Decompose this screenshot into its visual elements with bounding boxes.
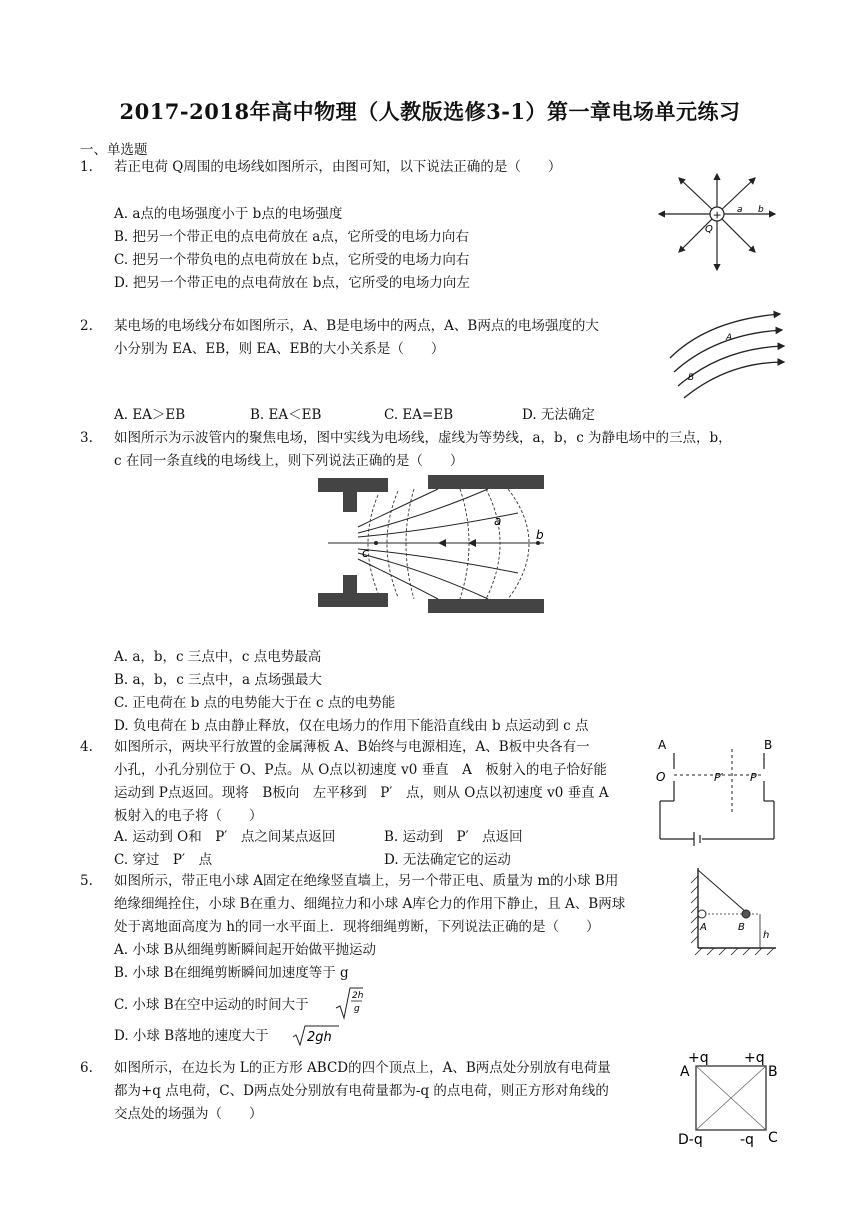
q5-option-d[interactable]: D. 小球 B落地的速度大于 [114, 1028, 269, 1044]
q2-fig-label-a: A [726, 333, 733, 343]
q5-c-numerator: 2h [352, 991, 364, 1001]
q3-number: 3. [80, 430, 93, 446]
q4-stem-line3: 运动到 P点返回。现将 B板向 左平移到 P′ 点，则从 O点以初速度 v0 垂直 A [114, 785, 609, 801]
q5-option-c-sqrt-expression [334, 984, 364, 1024]
q6-fig-charge-d: D-q [678, 1132, 703, 1148]
q3-option-d[interactable]: D. 负电荷在 b 点由静止释放，仅在电场力的作用下能沿直线由 b 点运动到 c 点 [114, 718, 589, 734]
q2-option-d[interactable]: D. 无法确定 [522, 407, 595, 423]
q2-stem-line1: 某电场的电场线分布如图所示，A、B是电场中的两点，A、B两点的电场强度的大 [114, 318, 599, 334]
q1-option-a[interactable]: A. a点的电场强度小于 b点的电场强度 [114, 206, 343, 222]
q5-option-d-sqrt-expression [291, 1023, 341, 1047]
q4-option-a[interactable]: A. 运动到 O和 P′ 点之间某点返回 [114, 829, 336, 845]
q4-stem-line1: 如图所示，两块平行放置的金属薄板 A、B始终与电源相连，A、B板中央各有一 [114, 739, 590, 755]
q4-fig-label-a: A [658, 738, 667, 752]
q6-fig-label-b: B [768, 1064, 778, 1080]
q5-option-c[interactable]: C. 小球 B在空中运动的时间大于 [114, 997, 309, 1013]
q2-option-b[interactable]: B. EA＜EB [250, 407, 322, 423]
q5-number: 5. [80, 873, 93, 889]
q4-number: 4. [80, 739, 93, 755]
q5-stem-line1: 如图所示，带正电小球 A固定在绝缘竖直墙上，另一个带正电、质量为 m的小球 B用 [114, 873, 619, 889]
q1-fig-label-q: Q [705, 224, 713, 235]
q2-option-c[interactable]: C. EA=EB [384, 407, 454, 423]
q3-option-b[interactable]: B. a，b，c 三点中，a 点场强最大 [114, 672, 322, 688]
q1-option-d[interactable]: D. 把另一个带正电的点电荷放在 b点，它所受的电场力向左 [114, 275, 470, 291]
q3-fig-label-a: a [494, 514, 502, 528]
q5-stem-line2: 绝缘细绳拴住，小球 B在重力、细绳拉力和小球 A库仑力的作用下静止，且 A、B两球 [114, 896, 626, 912]
q1-field-lines-figure [655, 170, 780, 275]
q6-stem-line3: 交点处的场强为（ ） [114, 1106, 263, 1122]
q6-number: 6. [80, 1060, 93, 1076]
page-title: 2017-2018年高中物理（人教版选修3-1）第一章电场单元练习 [119, 99, 741, 124]
q3-option-c[interactable]: C. 正电荷在 b 点的电势能大于在 c 点的电势能 [114, 695, 396, 711]
q4-fig-label-b: B [764, 738, 773, 752]
q1-stem: 若正电荷 Q周围的电场线如图所示，由图可知，以下说法正确的是（ ） [114, 159, 562, 175]
q4-stem-line2: 小孔，小孔分别位于 O、P点。从 O点以初速度 v0 垂直 A 板射入的电子恰好能 [114, 762, 607, 778]
q4-fig-label-p: P [750, 771, 757, 784]
q6-stem-line2: 都为+q 点电荷，C、D两点处分别放有电荷量都为-q 的点电荷，则正方形对角线的 [114, 1083, 609, 1099]
q6-stem-line1: 如图所示，在边长为 L的正方形 ABCD的四个顶点上，A、B两点处分别放有电荷量 [114, 1060, 611, 1076]
q5-fig-label-h: h [763, 930, 770, 941]
q4-fig-label-o: O [656, 770, 666, 784]
q3-stem-line2: c 在同一条直线的电场线上，则下列说法正确的是（ ） [114, 453, 464, 469]
q4-stem-line4: 板射入的电子将（ ） [114, 808, 263, 824]
q5-wall-and-spheres-figure [688, 866, 778, 956]
q6-fig-label-c: C [768, 1130, 778, 1146]
q2-stem-line2: 小分别为 EA、EB，则 EA、EB的大小关系是（ ） [114, 341, 445, 357]
q4-option-c[interactable]: C. 穿过 P′ 点 [114, 852, 213, 868]
q5-stem-line3: 处于离地面高度为 h的同一水平面上．现将细绳剪断，下列说法正确的是（ ） [114, 919, 600, 935]
q5-option-a[interactable]: A. 小球 B从细绳剪断瞬间起开始做平抛运动 [114, 942, 377, 958]
q5-c-denominator: g [354, 1004, 360, 1014]
q1-number: 1. [80, 159, 93, 175]
q1-fig-label-b: b [758, 205, 764, 215]
q3-focusing-field-figure [318, 475, 550, 615]
q6-fig-charge-b: +q [744, 1050, 765, 1066]
q3-stem-line1: 如图所示为示波管内的聚焦电场，图中实线为电场线，虚线为等势线，a，b，c 为静电场中的三点，b， [114, 430, 732, 446]
q5-option-b[interactable]: B. 小球 B在细绳剪断瞬间加速度等于 g [114, 965, 349, 981]
q5-d-radicand: 2gh [307, 1030, 332, 1045]
q4-option-b[interactable]: B. 运动到 P′ 点返回 [384, 829, 523, 845]
q2-option-a[interactable]: A. EA＞EB [114, 407, 186, 423]
q5-fig-label-a: A [700, 922, 707, 933]
q5-fig-label-b: B [738, 922, 745, 933]
q6-square-charges-figure [678, 1046, 784, 1150]
q6-fig-charge-c: -q [740, 1132, 754, 1148]
q2-number: 2. [80, 318, 93, 334]
q3-fig-label-c: c [362, 546, 369, 560]
q4-fig-label-p-prime: P′ [714, 771, 724, 784]
q6-fig-charge-a: +q [688, 1050, 709, 1066]
q3-fig-label-b: b [536, 528, 544, 542]
q2-field-lines-figure [668, 310, 788, 400]
q6-fig-label-a: A [680, 1064, 690, 1080]
section-heading: 一、单选题 [80, 142, 148, 158]
q1-option-c[interactable]: C. 把另一个带负电的点电荷放在 b点，它所受的电场力向右 [114, 252, 470, 268]
q4-parallel-plates-figure [652, 735, 782, 850]
q4-option-d[interactable]: D. 无法确定它的运动 [384, 852, 511, 868]
svg-text:+: + [712, 208, 722, 222]
q3-option-a[interactable]: A. a，b，c 三点中，c 点电势最高 [114, 649, 322, 665]
q1-fig-label-a: a [737, 205, 743, 215]
q1-option-b[interactable]: B. 把另一个带正电的点电荷放在 a点，它所受的电场力向右 [114, 229, 469, 245]
q2-fig-label-b: B [688, 373, 695, 383]
